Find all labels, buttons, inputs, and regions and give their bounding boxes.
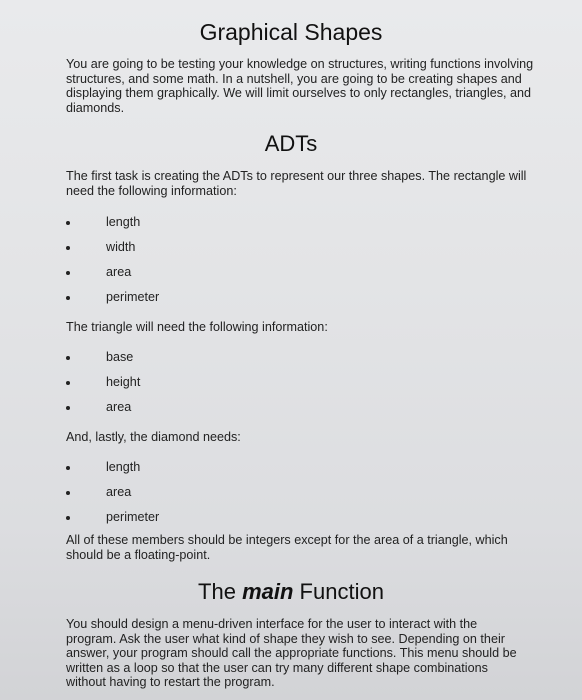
main-function-heading: The main Function <box>198 579 384 604</box>
bullet-icon <box>66 246 70 250</box>
bullet-icon <box>66 406 70 410</box>
bullet-icon <box>66 516 70 520</box>
bullet-icon <box>66 356 70 360</box>
bullet-icon <box>66 491 70 495</box>
bullet-icon <box>66 296 70 300</box>
members-note-paragraph: All of these members should be integers except for the area of a triangle, which should be a floating-point. <box>66 533 508 562</box>
main-function-paragraph: You should design a menu-driven interface for the user to interact with the program. Ask the user what kind of shape they wish to see. Depending on their answer, your program should call the appropriate functions. This menu should be written as a loop so that the user can try many different shape combinations without having to restart the program. <box>66 617 517 690</box>
bullet-icon <box>66 381 70 385</box>
adts-heading: ADTs <box>264 131 318 156</box>
triangle-intro-paragraph: The triangle will need the following information: <box>66 320 328 334</box>
diamond-intro-paragraph: And, lastly, the diamond needs: <box>66 430 241 444</box>
document-page: Graphical Shapes You are going to be testing your knowledge on structures, writing functions involving structures, and some math. In a nutshell, you are going to be creating shapes and displaying them graphically. We will limit ourselves to only rectangles, triangles, and diamonds. ADTs The first task is creating the ADTs to represent our three shapes. The rectangle will need the following information: length width area perimeter The triangle will need the following information: base height area And, lastly, the diamond needs: length area perimeter All of these members should be integers except for the area of a triangle, which should be a floating-point. The main Function You should design a menu-driven interface for the user to interact with the program. Ask the user what kind of shape they wish to see. Depending on their answer, your program should call the appropriate functions. This menu should be written as a loop so that the user can try many different shape combinations without having to restart the program. <box>0 0 582 700</box>
bullet-icon <box>66 466 70 470</box>
adts-intro-paragraph: The first task is creating the ADTs to represent our three shapes. The rectangle will need the following information: <box>66 169 527 198</box>
bullet-icon <box>66 221 70 225</box>
bullet-icon <box>66 271 70 275</box>
intro-paragraph: You are going to be testing your knowledge on structures, writing functions involving structures, and some math. In a nutshell, you are going to be creating shapes and displaying them graphically. We will limit ourselves to only rectangles, triangles, and diamonds. <box>66 57 534 115</box>
document-title: Graphical Shapes <box>199 19 383 45</box>
